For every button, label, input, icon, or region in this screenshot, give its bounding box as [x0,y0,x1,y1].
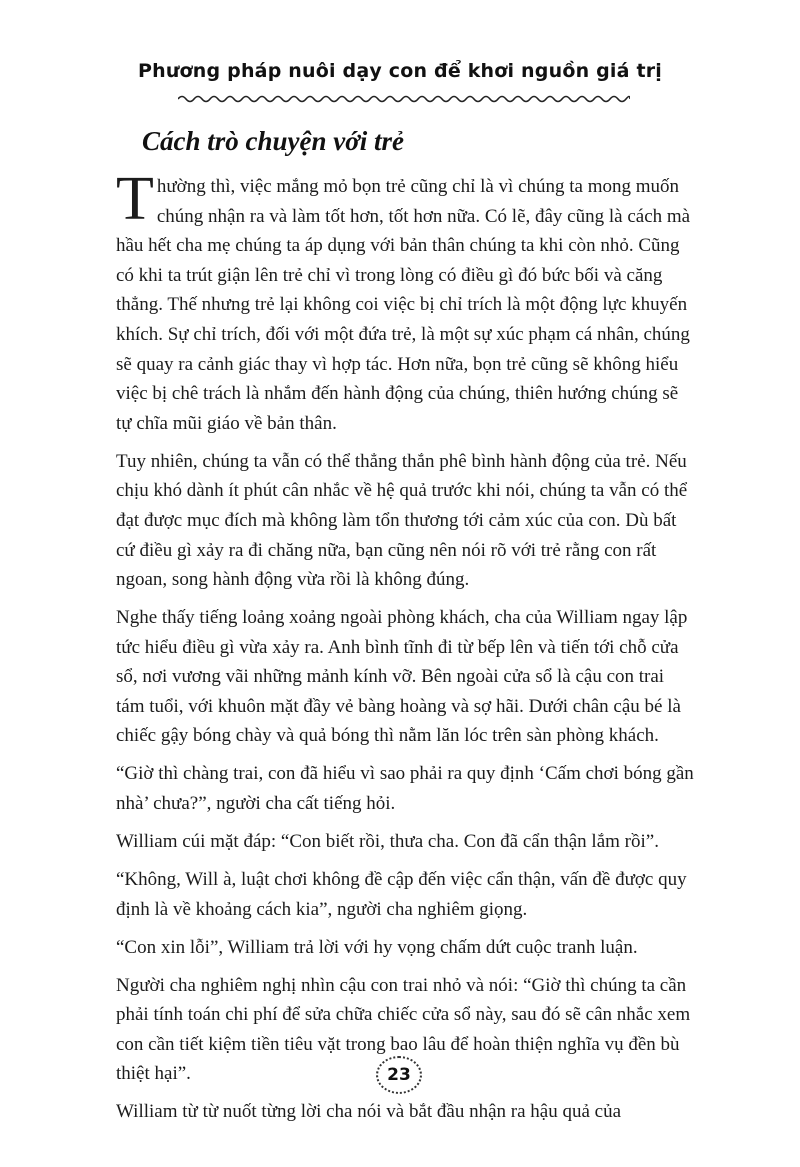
paragraph: Tuy nhiên, chúng ta vẫn có thể thẳng thắn phê bình hành động của trẻ. Nếu chịu khó dành ít phút cân nhắc về hệ quả trước khi nói, chúng ta vẫn có thể đạt được mục đích mà không làm tổn thương tới cảm xúc của con. Dù bất cứ điều gì xảy ra đi chăng nữa, bạn cũng nên nói rõ với trẻ rằng con rất ngoan, song hành động vừa rồi là không đúng. [116,450,688,591]
paragraph: Người cha nghiêm nghị nhìn cậu con trai nhỏ và nói: “Giờ thì chúng ta cần phải tính toán chi phí để sửa chữa chiếc cửa sổ này, sau đó sẽ cân nhắc xem con cần tiết kiệm tiền tiêu vặt trong bao lâu để hoàn thiện nghĩa vụ đền bù thiệt hại”. [116,974,691,1085]
paragraph [116,165,696,438]
chapter-title: Cách trò chuyện với trẻ [142,126,404,156]
body-text [116,165,696,1135]
paragraph-text: hường thì, việc mắng mỏ bọn trẻ cũng chỉ là vì chúng ta mong muốn chúng nhận ra và làm tốt hơn, tốt hơn nữa. Có lẽ, đây cũng là cách mà hầu hết cha mẹ chúng ta áp dụng với bản thân chúng ta khi còn nhỏ. Cũng có khi ta trút giận lên trẻ chỉ vì trong lòng có điều gì đó bức bối và căng thẳng. Thế nhưng trẻ lại không coi việc bị chỉ trích là một động lực khuyến khích. Sự chỉ trích, đối với một đứa trẻ, là một sự xúc phạm cá nhân, chúng sẽ quay ra cảnh giác thay vì hợp tác. Hơn nữa, bọn trẻ cũng sẽ không hiểu việc bị chê trách là nhắm đến hành động của chúng, thiên hướng chúng sẽ tự chĩa mũi giáo về bản thân. [116,176,691,434]
running-header: Phương pháp nuôi dạy con để khơi nguồn giá trị [137,60,663,82]
paragraph: “Giờ thì chàng trai, con đã hiểu vì sao phải ra quy định ‘Cấm chơi bóng gần nhà’ chưa?”, người cha cất tiếng hỏi. [116,763,694,815]
header-wave-divider [178,93,630,105]
paragraph: “Con xin lỗi”, William trả lời với hy vọng chấm dứt cuộc tranh luận. [116,936,638,958]
drop-cap: T [116,165,154,233]
paragraph: William từ từ nuốt từng lời cha nói và bắt đầu nhận ra hậu quả của [116,1101,622,1123]
paragraph: “Không, Will à, luật chơi không đề cập đến việc cẩn thận, vấn đề được quy định là về khoảng cách kia”, người cha nghiêm giọng. [116,869,687,920]
paragraph: Nghe thấy tiếng loảng xoảng ngoài phòng khách, cha của William ngay lập tức hiểu điều gì vừa xảy ra. Anh bình tĩnh đi từ bếp lên và tiến tới chỗ cửa sổ, nơi vương vãi những mảnh kính vỡ. Bên ngoài cửa sổ là cậu con trai tám tuổi, với khuôn mặt đầy vẻ bàng hoàng và sợ hãi. Dưới chân cậu bé là chiếc gậy bóng chày và quả bóng thì nằm lăn lóc trên sàn phòng khách. [116,607,688,747]
paragraph: William cúi mặt đáp: “Con biết rồi, thưa cha. Con đã cẩn thận lắm rồi”. [116,831,659,853]
page-number: 23 [376,1056,422,1094]
